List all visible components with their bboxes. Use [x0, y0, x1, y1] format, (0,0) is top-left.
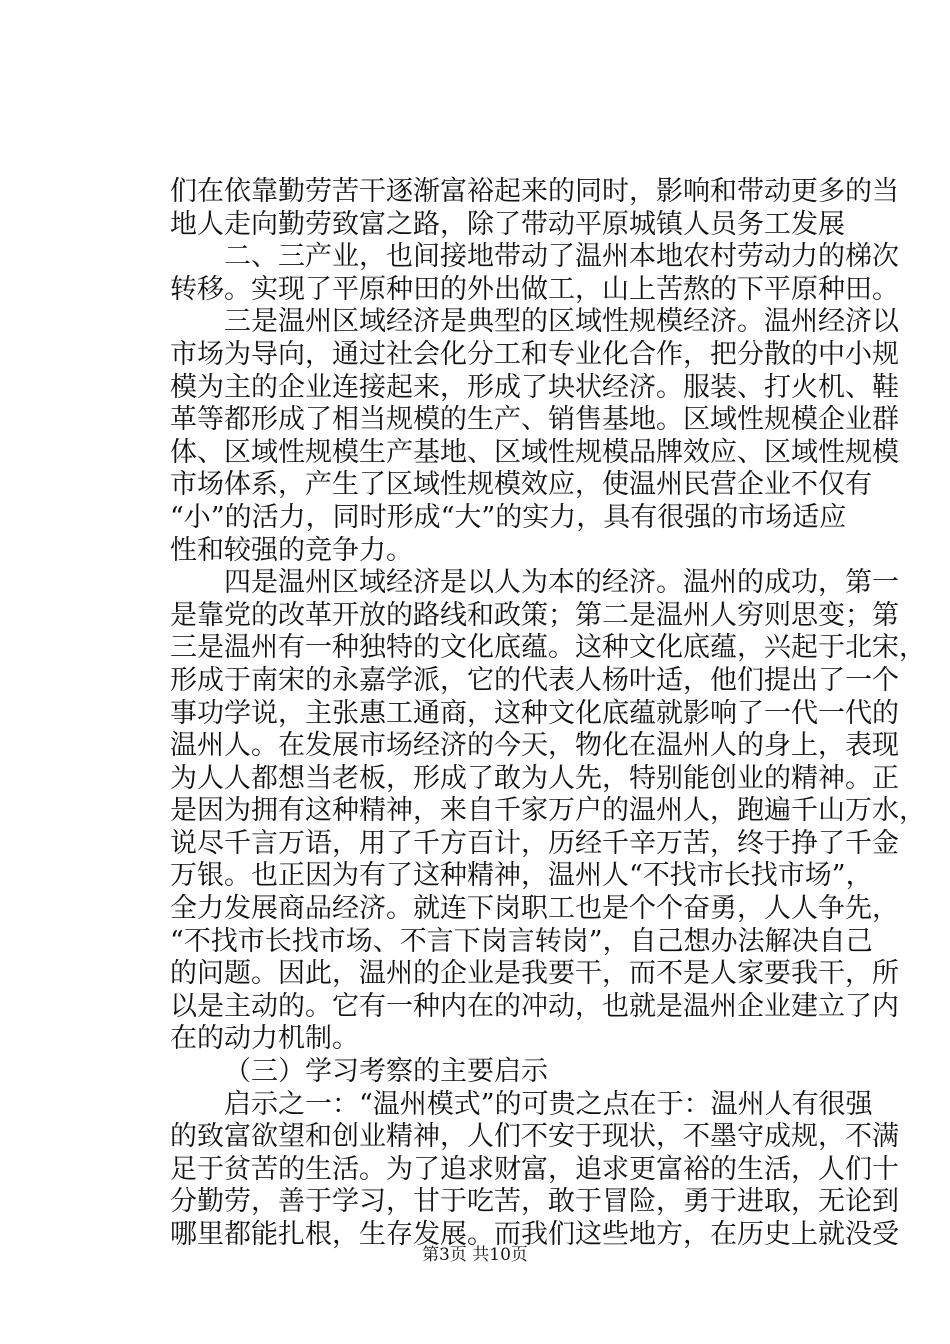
paragraph-inspiration-one [170, 1088, 899, 1252]
text-line: 市场为导向，通过社会化分工和专业化合作，把分散的中小规 [170, 338, 899, 370]
text-line: 转移。实现了平原种田的外出做工，山上苦熬的下平原种田。 [170, 273, 899, 305]
text-line: 二、三产业，也间接地带动了温州本地农村劳动力的梯次 [224, 241, 899, 273]
text-line: 们在依靠勤劳苦干逐渐富裕起来的同时，影响和带动更多的当 [170, 176, 899, 207]
text-line: 性和较强的竞争力。 [170, 534, 413, 566]
page-number-label: 第3页 共10页 [422, 1245, 528, 1265]
paragraph-regional-scale [170, 306, 899, 567]
paragraph-industry-transfer [170, 241, 899, 306]
text-line: 是因为拥有这种精神，来自千家万户的温州人，跑遍千山万水， [170, 795, 926, 827]
text-line: 的问题。因此，温州的企业是我要干，而不是人家要我干，所 [170, 958, 899, 990]
text-line: 哪里都能扎根，生存发展。而我们这些地方，在历史上就没受 [170, 1219, 899, 1250]
section-heading-text: （三）学习考察的主要启示 [224, 1056, 548, 1088]
paragraph-continuation [170, 176, 899, 241]
text-line: 温州人。在发展市场经济的今天，物化在温州人的身上，表现 [170, 730, 899, 762]
text-line: “小”的活力，同时形成“大”的实力，具有很强的市场适应 [170, 501, 847, 533]
text-line: 为人人都想当老板，形成了敢为人先，特别能创业的精神。正 [170, 762, 899, 794]
text-line: 三是温州有一种独特的文化底蕴。这种文化底蕴，兴起于北宋， [170, 632, 926, 664]
text-line: 三是温州区域经济是典型的区域性规模经济。温州经济以 [224, 306, 899, 338]
page-footer [0, 1240, 950, 1265]
document-body [170, 176, 926, 1252]
text-line: 足于贫苦的生活。为了追求财富，追求更富裕的生活，人们十 [170, 1153, 899, 1185]
text-line: 形成于南宋的永嘉学派，它的代表人杨叶适，他们提出了一个 [170, 664, 899, 696]
text-line: 在的动力机制。 [170, 1023, 359, 1055]
paragraph-people-oriented [170, 567, 926, 1056]
text-line: 市场体系，产生了区域性规模效应，使温州民营企业不仅有 [170, 469, 872, 501]
text-line: 革等都形成了相当规模的生产、销售基地。区域性规模企业群 [170, 404, 899, 436]
text-line: 模为主的企业连接起来，形成了块状经济。服装、打火机、鞋 [170, 371, 899, 403]
text-line: 分勤劳，善于学习，甘于吃苦，敢于冒险，勇于进取，无论到 [170, 1186, 899, 1218]
text-line: 地人走向勤劳致富之路，除了带动平原城镇人员务工发展 [170, 208, 845, 240]
text-line: 启示之一：“温州模式”的可贵之点在于：温州人有很强 [224, 1088, 873, 1120]
text-line: 四是温州区域经济是以人为本的经济。温州的成功，第一 [224, 567, 899, 599]
text-line: 事功学说，主张惠工通商，这种文化底蕴就影响了一代一代的 [170, 697, 899, 729]
text-line: “不找市长找市场、不言下岗言转岗”，自己想办法解决自己 [170, 925, 873, 957]
text-line: 全力发展商品经济。就连下岗职工也是个个奋勇，人人争先， [170, 893, 899, 925]
text-line: 体、区域性规模生产基地、区域性规模品牌效应、区域性规模 [170, 436, 899, 468]
text-line: 是靠党的改革开放的路线和政策；第二是温州人穷则思变；第 [170, 599, 899, 631]
text-line: 说尽千言万语，用了千方百计，历经千辛万苦，终于挣了千金 [170, 827, 899, 859]
text-line: 的致富欲望和创业精神，人们不安于现状，不墨守成规，不满 [170, 1121, 899, 1153]
text-line: 万银。也正因为有了这种精神，温州人“不找市长找市场”， [170, 860, 873, 892]
section-heading [170, 1056, 830, 1089]
text-line: 以是主动的。它有一种内在的冲动，也就是温州企业建立了内 [170, 990, 899, 1022]
